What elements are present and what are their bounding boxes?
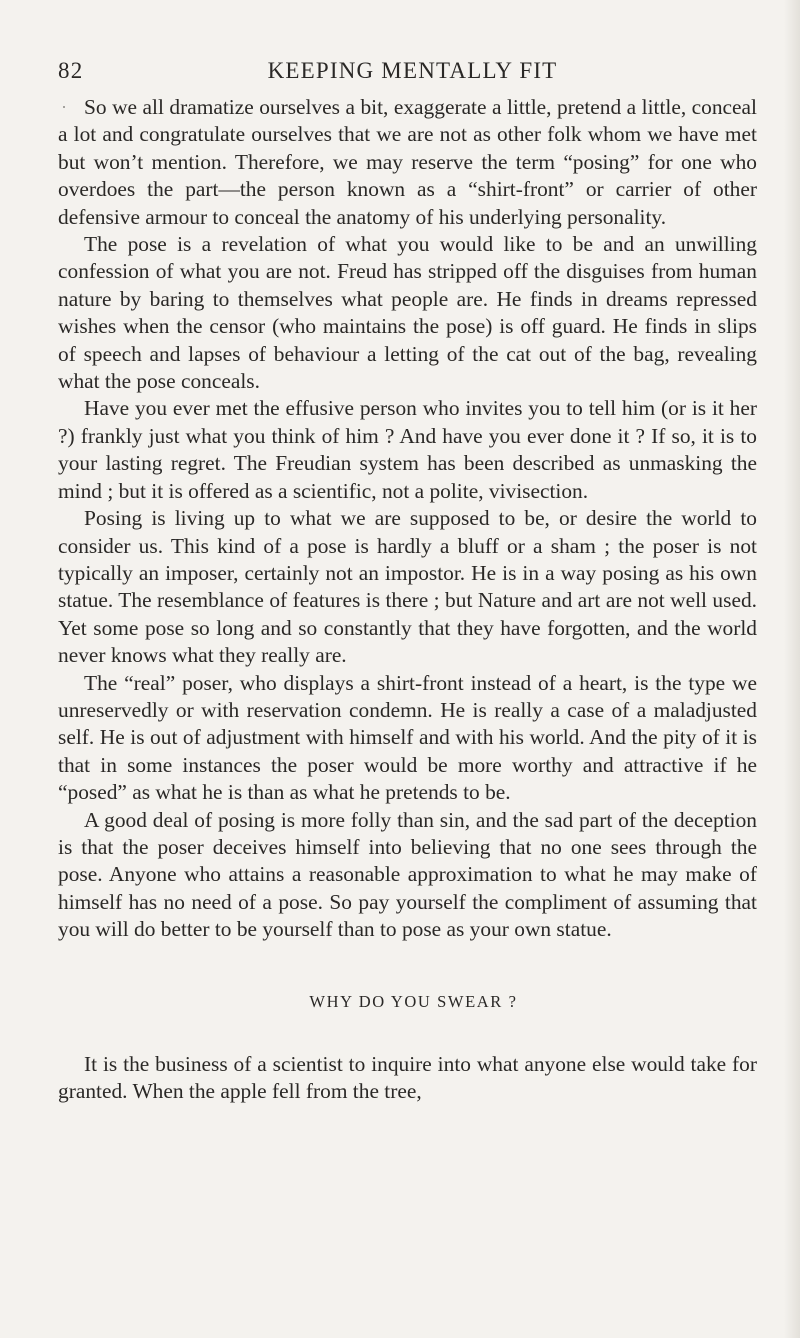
paragraph: It is the business of a scientist to inquire into what anyone else would take for granted. When the apple fell from the tree, (58, 1051, 757, 1103)
page-header (58, 58, 757, 94)
page-number: 82 (58, 58, 84, 83)
paragraph: Posing is living up to what we are supposed to be, or desire the world to consider us. This kind of a pose is hardly a bluff or a sham ; the poser is not typically an imposer, certainly not an impostor. He is in a way posing as his own statue. The resemblance of features is there ; but Nature and art are not well used. Yet some pose so long and so constantly that they have forgotten, and the world never knows what they really are. (58, 506, 757, 668)
paragraph: Have you ever met the effusive person who invites you to tell him (or is it her ?) frankly just what you think of him ? And have you ever done it ? If so, it is to your lasting regret. The Freudian system has been described as unmasking the mind ; but it is offered as a scientific, not a polite, vivisection. (58, 396, 757, 503)
book-page (58, 58, 757, 1105)
page-edge-shadow (784, 0, 800, 1338)
body-text (58, 94, 757, 1105)
running-head: KEEPING MENTALLY FIT (267, 58, 558, 83)
paragraph: The “real” poser, who displays a shirt-front instead of a heart, is the type we unreservedly or with reservation condemn. He is really a case of a maladjusted self. He is out of adjustment with himself and with his world. And the pity of it is that in some instances the poser would be more worthy and attractive if he “posed” as what he is than as what he pretends to be. (58, 670, 757, 805)
section-heading: WHY DO YOU SWEAR ? (309, 991, 518, 1011)
paragraph: The pose is a revelation of what you would like to be and an unwilling confession of what you are not. Freud has stripped off the disguises from human nature by baring to themselves what people are. He finds in dreams repressed wishes when the censor (who maintains the pose) is off guard. He finds in slips of speech and lapses of behaviour a letting of the cat out of the bag, revealing what the pose conceals. (58, 232, 757, 394)
paragraph: A good deal of posing is more folly than sin, and the sad part of the deception is that the poser deceives himself into believing that no one sees through the pose. Anyone who attains a reasonable approximation to what he may make of himself has no need of a pose. So pay yourself the compliment of assuming that you will do better to be yourself than to pose as your own statue. (58, 807, 757, 942)
paragraph: So we all dramatize ourselves a bit, exaggerate a little, pretend a little, conceal a lot and congratulate ourselves that we are not as other folk whom we have met but won’t mention. Therefore, we may reserve the term “posing” for one who overdoes the part—the person known as a “shirt-front” or carrier of other defensive armour to conceal the anatomy of his underlying personality. (58, 95, 757, 229)
